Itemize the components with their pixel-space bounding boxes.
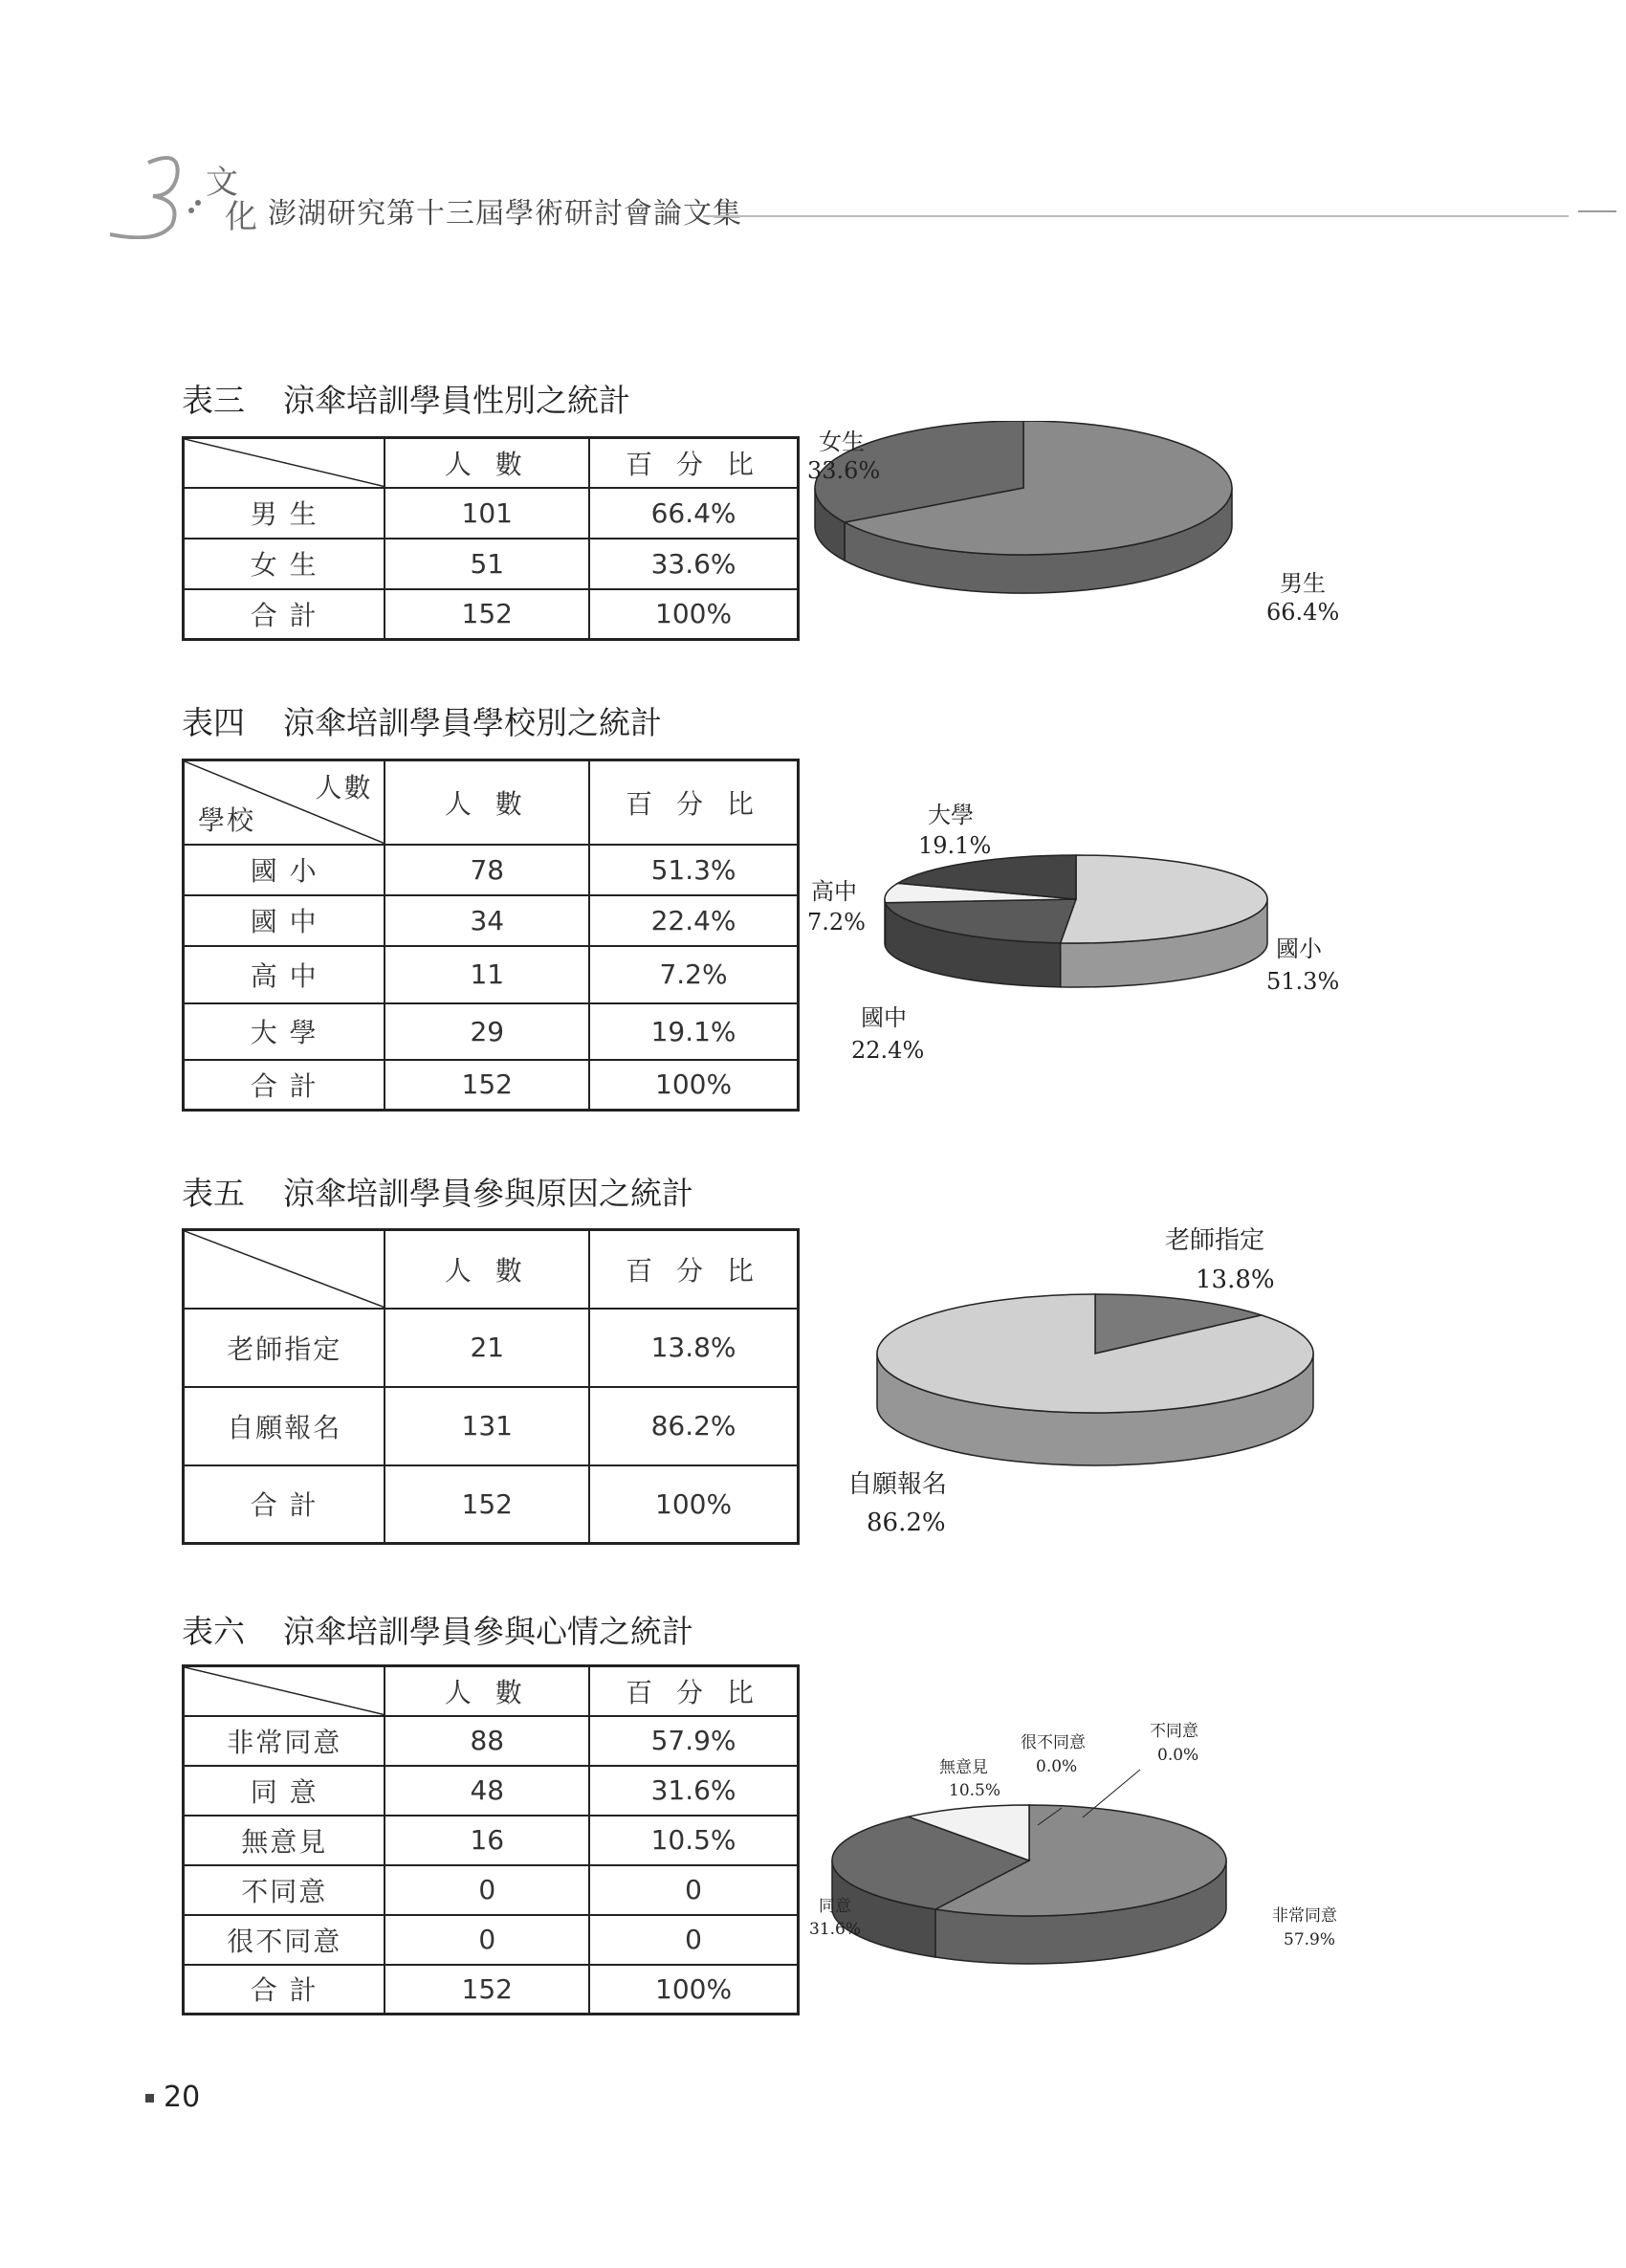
table-title-text: 涼傘培訓學員參與原因之統計: [283, 1175, 693, 1212]
data-label: 同意: [819, 1897, 851, 1916]
header-rule: [703, 215, 1569, 217]
table-number: 表三: [182, 382, 245, 419]
column-header: 百 分 比: [589, 1230, 798, 1309]
school-table: [182, 759, 800, 1112]
table-row: 高 中 11 7.2%: [184, 946, 799, 1003]
data-label: 高中: [811, 878, 857, 905]
column-header: 百 分 比: [589, 760, 798, 845]
table-row: 不同意 0 0: [184, 1865, 799, 1915]
logo-text: 文: [206, 164, 238, 202]
column-header: 人 數: [385, 760, 589, 845]
table-4-title: [182, 698, 662, 743]
table-row: 自願報名 131 86.2%: [184, 1387, 799, 1465]
table-row: 無意見 16 10.5%: [184, 1816, 799, 1865]
data-label: 51.3%: [1266, 968, 1340, 995]
data-label: 大學: [928, 802, 974, 828]
data-label: 國中: [861, 1004, 907, 1031]
svg-text:化: 化: [225, 198, 257, 236]
table-row: 合 計 152 100%: [184, 1465, 799, 1544]
table-title-text: 涼傘培訓學員學校別之統計: [283, 704, 662, 741]
data-label: 0.0%: [1157, 1746, 1199, 1765]
column-header: 人 數: [385, 1230, 589, 1309]
data-label: 國小: [1276, 936, 1322, 962]
table-row: 合 計 152 100%: [184, 589, 799, 640]
column-header: 百 分 比: [589, 438, 798, 488]
corner-cell: [184, 1666, 385, 1716]
data-label: 33.6%: [807, 457, 881, 484]
header-title: 澎湖研究第十三屆學術研討會論文集: [268, 197, 742, 231]
page-header: [91, 143, 1602, 249]
corner-label-bottom: 學校: [198, 804, 256, 836]
gender-table: [182, 436, 800, 641]
table-6-title: [182, 1607, 693, 1652]
table-row: 國 中 34 22.4%: [184, 895, 799, 946]
table-row: 非常同意 88 57.9%: [184, 1716, 799, 1766]
conference-logo: [91, 143, 273, 239]
corner-cell: [184, 1230, 385, 1309]
school-pie-chart: [803, 794, 1377, 1081]
mood-pie-chart: [803, 1712, 1377, 1999]
table-row: 男 生 101 66.4%: [184, 488, 799, 539]
table-row: 大 學 29 19.1%: [184, 1003, 799, 1060]
corner-cell: [184, 760, 385, 845]
corner-cell: [184, 438, 385, 488]
gender-pie-chart: [803, 421, 1377, 650]
column-header: 百 分 比: [589, 1666, 798, 1716]
data-label: 不同意: [1150, 1722, 1198, 1741]
column-header: 人 數: [385, 1666, 589, 1716]
header-rule-end: [1578, 210, 1616, 212]
data-label: 19.1%: [918, 832, 992, 859]
table-row: 很不同意 0 0: [184, 1915, 799, 1965]
pie-side: [885, 899, 886, 947]
table-row: 老師指定 21 13.8%: [184, 1309, 799, 1387]
table-row: 國 小 78 51.3%: [184, 845, 799, 895]
data-label: 無意見: [939, 1758, 988, 1777]
data-label: 13.8%: [1196, 1266, 1275, 1294]
data-label: 老師指定: [1165, 1226, 1265, 1255]
table-row: 合 計 152 100%: [184, 1965, 799, 2015]
data-label: 自願報名: [847, 1470, 948, 1499]
data-label: 10.5%: [949, 1781, 1001, 1800]
table-title-text: 涼傘培訓學員參與心情之統計: [283, 1613, 693, 1650]
table-row: 同 意 48 31.6%: [184, 1766, 799, 1816]
table-5-title: [182, 1169, 693, 1214]
reason-table: [182, 1228, 800, 1545]
data-label: 86.2%: [867, 1508, 946, 1537]
data-label: 男生: [1280, 570, 1326, 597]
data-label: 非常同意: [1272, 1906, 1337, 1926]
table-row: 女 生 51 33.6%: [184, 539, 799, 589]
table-number: 表五: [182, 1175, 245, 1212]
table-row: 合 計 152 100%: [184, 1060, 799, 1111]
data-label: 7.2%: [807, 909, 866, 936]
table-number: 表四: [182, 704, 245, 741]
table-3-title: [182, 376, 630, 421]
reason-pie-chart: [823, 1215, 1396, 1550]
page-number: 20: [145, 2081, 200, 2114]
table-title-text: 涼傘培訓學員性別之統計: [283, 382, 630, 419]
corner-label-top: 人數: [315, 772, 373, 804]
data-label: 0.0%: [1036, 1757, 1078, 1776]
mood-table: [182, 1664, 800, 2015]
data-label: 57.9%: [1284, 1930, 1336, 1949]
data-label: 22.4%: [851, 1037, 925, 1064]
table-number: 表六: [182, 1613, 245, 1650]
column-header: 人 數: [385, 438, 589, 488]
data-label: 66.4%: [1266, 599, 1340, 626]
data-label: 31.6%: [809, 1920, 862, 1939]
data-label: 女生: [819, 429, 865, 455]
data-label: 很不同意: [1021, 1733, 1086, 1752]
